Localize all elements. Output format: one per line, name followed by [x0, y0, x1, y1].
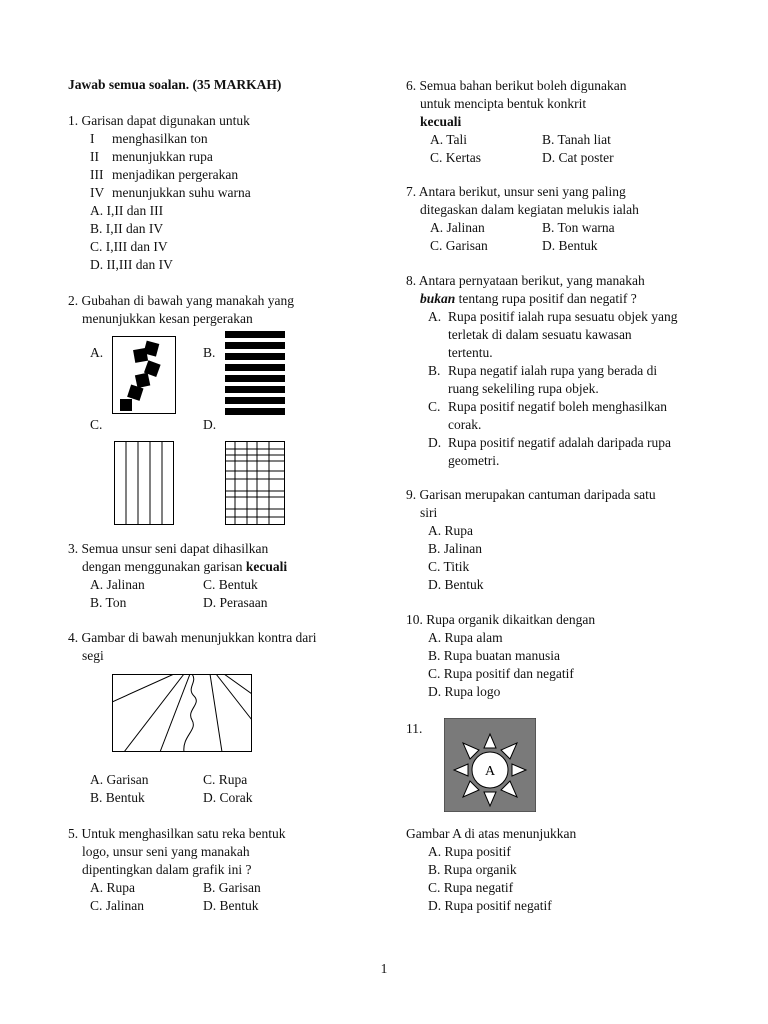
- q3-option[interactable]: C. Bentuk: [203, 577, 258, 592]
- q6-option[interactable]: A. Tali: [430, 132, 468, 147]
- q7-options: [406, 219, 736, 255]
- q7-stem-line: ditegaskan dalam kegiatan melukis ialah: [420, 202, 639, 217]
- q1-item-num: III: [90, 167, 104, 182]
- q9-stem-line: 9. Garisan merupakan cantuman daripada satu: [406, 487, 656, 502]
- q8-stem-line: 8. Antara pernyataan berikut, yang manakah: [406, 273, 645, 288]
- q1-option[interactable]: B. I,II dan IV: [90, 221, 164, 236]
- q6-option[interactable]: C. Kertas: [430, 150, 481, 165]
- q9-option[interactable]: B. Jalinan: [428, 541, 482, 556]
- question-4: [68, 629, 368, 665]
- square: [133, 348, 148, 363]
- q8-option-text: Rupa negatif ialah rupa yang berada di: [448, 363, 658, 378]
- q8-option-text: terletak di dalam sesuatu kawasan: [448, 327, 632, 342]
- q8-stem-rest: tentang rupa positif dan negatif ?: [455, 291, 637, 306]
- q5-option[interactable]: B. Garisan: [203, 880, 261, 895]
- question-8: [406, 272, 736, 470]
- q2-figure-a-squares: [112, 336, 176, 414]
- q1-options: [68, 202, 368, 274]
- q8-option-text: corak.: [448, 417, 482, 432]
- q4-options: [68, 771, 368, 807]
- q11-option[interactable]: B. Rupa organik: [428, 862, 517, 877]
- q7-option[interactable]: B. Ton warna: [542, 220, 615, 235]
- q6-option[interactable]: D. Cat poster: [542, 150, 614, 165]
- q8-option-a[interactable]: [428, 308, 736, 362]
- q8-option-c[interactable]: [428, 398, 736, 434]
- q3-stem-prefix: dengan menggunakan garisan: [82, 559, 246, 574]
- q7-option[interactable]: D. Bentuk: [542, 238, 598, 253]
- q7-option[interactable]: A. Jalinan: [430, 220, 485, 235]
- stripe: [225, 371, 285, 375]
- q8-option-text: geometri.: [448, 453, 500, 468]
- q2-figure-b-stripes: [225, 331, 285, 415]
- q10-option[interactable]: D. Rupa logo: [428, 684, 501, 699]
- left-column: [68, 76, 368, 328]
- q5-stem-line: dipentingkan dalam grafik ini ?: [82, 862, 252, 877]
- q2-label-a[interactable]: A.: [90, 345, 104, 360]
- q8-option-text: Rupa positif ialah rupa sesuatu objek yang: [448, 309, 678, 324]
- q11-figure-letter: A: [484, 764, 496, 779]
- question-11: [406, 825, 736, 915]
- q11-option[interactable]: D. Rupa positif negatif: [428, 898, 552, 913]
- q11-option[interactable]: C. Rupa negatif: [428, 880, 514, 895]
- question-7: [406, 183, 736, 255]
- question-5: [68, 825, 368, 915]
- q1-option[interactable]: D. II,III dan IV: [90, 257, 173, 272]
- square: [135, 373, 150, 388]
- q5-option[interactable]: D. Bentuk: [203, 898, 259, 913]
- q5-option[interactable]: C. Jalinan: [90, 898, 144, 913]
- q4-options-block: [68, 771, 368, 807]
- q4-stem-line: 4. Gambar di bawah menunjukkan kontra dari: [68, 630, 317, 645]
- q8-option-text: Rupa positif negatif boleh menghasilkan: [448, 399, 667, 414]
- q8-option-letter: A.: [428, 309, 442, 324]
- square: [120, 399, 132, 411]
- q4-option[interactable]: C. Rupa: [203, 772, 248, 787]
- q10-option[interactable]: A. Rupa alam: [428, 630, 503, 645]
- q1-item-text: menunjukkan rupa: [112, 149, 213, 164]
- q1-option[interactable]: A. I,II dan III: [90, 203, 164, 218]
- q3-option[interactable]: A. Jalinan: [90, 577, 145, 592]
- q2-label-d[interactable]: D.: [203, 417, 217, 432]
- stripe: [225, 349, 285, 353]
- question-2: [68, 292, 368, 328]
- q5-stem-line: 5. Untuk menghasilkan satu reka bentuk: [68, 826, 286, 841]
- q3-option[interactable]: B. Ton: [90, 595, 127, 610]
- q9-option[interactable]: C. Titik: [428, 559, 470, 574]
- q1-item-text: menghasilkan ton: [112, 131, 208, 146]
- q8-option-b[interactable]: [428, 362, 736, 398]
- q1-item-num: I: [90, 131, 95, 146]
- q2-label-b[interactable]: B.: [203, 345, 216, 360]
- q6-stem-line: untuk mencipta bentuk konkrit: [420, 96, 587, 111]
- q1-items: [68, 130, 368, 202]
- stripe: [225, 404, 285, 408]
- q1-stem: 1. Garisan dapat digunakan untuk: [68, 113, 250, 128]
- question-6: [406, 77, 736, 167]
- q5-stem-line: logo, unsur seni yang manakah: [82, 844, 250, 859]
- q3-stem-line: 3. Semua unsur seni dapat dihasilkan: [68, 541, 269, 556]
- instructions-header: Jawab semua soalan. (35 MARKAH): [68, 77, 282, 92]
- q10-stem: 10. Rupa organik dikaitkan dengan: [406, 612, 596, 627]
- q6-option[interactable]: B. Tanah liat: [542, 132, 611, 147]
- question-10: [406, 611, 736, 701]
- q10-option[interactable]: B. Rupa buatan manusia: [428, 648, 560, 663]
- q1-option[interactable]: C. I,III dan IV: [90, 239, 168, 254]
- q3-option[interactable]: D. Perasaan: [203, 595, 268, 610]
- q8-option-text: tertentu.: [448, 345, 493, 360]
- q11-options: [406, 843, 736, 915]
- stripe: [225, 393, 285, 397]
- q9-stem-line: siri: [420, 505, 438, 520]
- q8-options: [406, 308, 736, 470]
- q8-option-text: ruang sekeliling rupa objek.: [448, 381, 599, 396]
- q8-option-letter: C.: [428, 399, 441, 414]
- q2-label-c[interactable]: C.: [90, 417, 103, 432]
- page-number: 1: [380, 961, 388, 976]
- q11-figure-sun: [444, 718, 536, 812]
- q5-options: [68, 879, 368, 915]
- q8-option-d[interactable]: [428, 434, 736, 470]
- q1-item-text: menjadikan pergerakan: [112, 167, 239, 182]
- q4-option[interactable]: A. Garisan: [90, 772, 149, 787]
- q8-stem-bukan: bukan: [420, 291, 456, 306]
- q11-stem: Gambar A di atas menunjukkan: [406, 826, 577, 841]
- q3-options: [68, 576, 368, 612]
- q2-figure-d-grid: [225, 441, 285, 525]
- frame: [226, 442, 285, 525]
- q6-options: [406, 131, 736, 167]
- question-3: [68, 540, 368, 612]
- q6-stem-line: 6. Semua bahan berikut boleh digunakan: [406, 78, 627, 93]
- stripe: [225, 360, 285, 364]
- q10-options: [406, 629, 736, 701]
- q11-option[interactable]: A. Rupa positif: [428, 844, 511, 859]
- q11-number: 11.: [406, 721, 423, 736]
- q5-option[interactable]: A. Rupa: [90, 880, 135, 895]
- q6-stem-kecuali: kecuali: [420, 114, 462, 129]
- q7-stem-line: 7. Antara berikut, unsur seni yang paling: [406, 184, 626, 199]
- q2-stem-line: menunjukkan kesan pergerakan: [82, 311, 253, 326]
- q1-item-num: II: [90, 149, 99, 164]
- q10-option[interactable]: C. Rupa positif dan negatif: [428, 666, 574, 681]
- q4-figure-contrast-lines: [112, 674, 252, 752]
- q9-option[interactable]: A. Rupa: [428, 523, 473, 538]
- q9-options: [406, 522, 736, 594]
- frame: [115, 442, 174, 525]
- q2-figure-c-vertical-lines: [114, 441, 174, 525]
- q9-option[interactable]: D. Bentuk: [428, 577, 484, 592]
- q4-option[interactable]: D. Corak: [203, 790, 253, 805]
- q4-stem-line: segi: [82, 648, 104, 663]
- stripe: [225, 338, 285, 342]
- q7-option[interactable]: C. Garisan: [430, 238, 488, 253]
- q3-stem-kecuali: kecuali: [245, 559, 288, 574]
- stripe: [225, 382, 285, 386]
- q1-item-num: IV: [90, 185, 105, 200]
- q8-option-letter: B.: [428, 363, 441, 378]
- q8-option-letter: D.: [428, 435, 442, 450]
- q4-option[interactable]: B. Bentuk: [90, 790, 145, 805]
- q8-option-text: Rupa positif negatif adalah daripada rupa: [448, 435, 672, 450]
- q2-stem-line: 2. Gubahan di bawah yang manakah yang: [68, 293, 295, 308]
- q1-item-text: menunjukkan suhu warna: [112, 185, 251, 200]
- question-9: [406, 486, 736, 594]
- question-1: [68, 112, 368, 274]
